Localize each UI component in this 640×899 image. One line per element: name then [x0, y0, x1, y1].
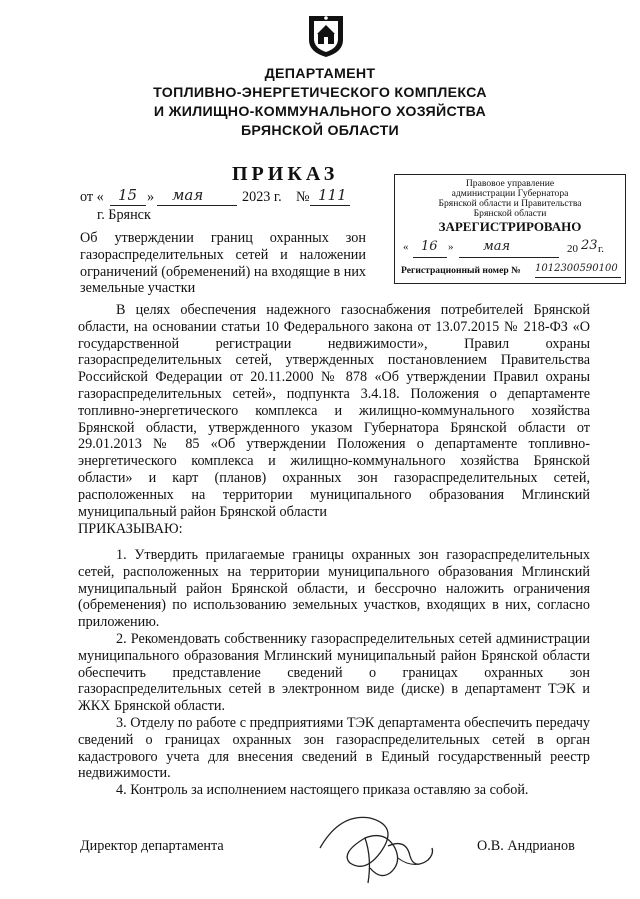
order-year: 2023 г. — [242, 189, 282, 205]
coat-of-arms-icon — [306, 12, 346, 58]
stamp-reg-label: Регистрационный номер № — [401, 265, 521, 276]
department-header-line-1: ДЕПАРТАМЕНТ — [264, 66, 376, 82]
order-day: 15 — [118, 186, 138, 204]
preamble-paragraph: В целях обеспечения надежного газоснабжения потребителей Брянской области, на основании статьи 10 Федерального закона от 13.07.2015 № 218-ФЗ «О государственной регистрации недвижимости», Правил охраны газораспределительных сетей, утвержденных постановлением Правительства Российской Федерации от 20.11.2000 № 878 «Об утверждении Правил охраны газораспределительных сетей», подпункта 3.4.18. Положения о департаменте топливно-энергетического комплекса и жилищно-коммунального хозяйства Брянской области, утвержденного указом Губернатора Брянской области от 29.01.2013 № 85 «Об утверждении Положения о департаменте топливно-энергетического комплекса и жилищно-коммунального хозяйства Брянской области» и карт (планов) охранных зон газораспределительных сетей, расположенных на территории муниципального образования Мглинский муниципальный район Брянской области — [78, 302, 590, 520]
order-item-3: 3. Отделу по работе с предприятиями ТЭК департамента обеспечить передачу сведений о границах охранных зон газораспределительных сетей в орган кадастрового учета для внесения сведений в Единый государственный реестр недвижимости. — [78, 715, 590, 782]
department-header-line-2: ТОПЛИВНО-ЭНЕРГЕТИЧЕСКОГО КОМПЛЕКСА — [153, 85, 487, 101]
order-item-4: 4. Контроль за исполнением настоящего приказа оставляю за собой. — [116, 782, 529, 798]
stamp-line-1: Правовое управление — [465, 178, 555, 189]
department-header-line-3: И ЖИЛИЩНО-КОММУНАЛЬНОГО ХОЗЯЙСТВА — [153, 104, 487, 120]
stamp-reg-underline — [535, 277, 621, 278]
stamp-line-3: Брянской области и Правительства — [438, 198, 582, 209]
department-header-line-4: БРЯНСКОЙ ОБЛАСТИ — [240, 123, 400, 139]
registration-stamp — [394, 174, 626, 284]
stamp-line-2: администрации Губернатора — [451, 188, 569, 199]
stamp-date-close-quote: » — [448, 241, 454, 253]
stamp-reg-number: 1012300590100 — [535, 263, 618, 274]
stamp-day: 16 — [421, 239, 438, 254]
stamp-date-open-quote: « — [403, 241, 409, 253]
date-close-quote: » — [147, 189, 155, 205]
order-month: мая — [172, 186, 204, 204]
stamp-month: мая — [483, 239, 511, 254]
date-prefix: от « — [80, 189, 104, 205]
handwritten-signature-icon — [310, 808, 440, 890]
stamp-day-underline — [413, 257, 447, 258]
order-number: 111 — [318, 186, 347, 204]
stamp-year: 23 — [581, 238, 598, 253]
day-underline — [110, 205, 146, 206]
order-subject: Об утверждении границ охранных зон газораспределительных сетей и наложении ограничений (обременений) на входящие в них земельные участки — [80, 230, 366, 297]
month-underline — [157, 205, 237, 206]
number-underline — [310, 205, 350, 206]
stamp-line-4: Брянской области — [473, 208, 547, 219]
order-number-label: № — [296, 189, 310, 205]
order-item-2: 2. Рекомендовать собственнику газораспределительных сетей администрации муниципального образования Мглинский муниципальный район Брянской области обеспечить представление сведений о границах охранных зон газораспределительных сетей в электронном виде (диске) в департамент ТЭК и ЖКХ Брянской области. — [78, 631, 590, 715]
order-word: ПРИКАЗЫВАЮ: — [78, 521, 183, 537]
order-item-1: 1. Утвердить прилагаемые границы охранных зон газораспределительных сетей, расположенных на территории муниципального образования Мглинский муниципальный район Брянской области, и бессрочно наложить ограничения (обременения) по использованию земельных участков, входящих в них, согласно приложению. — [78, 547, 590, 631]
stamp-registered: ЗАРЕГИСТРИРОВАНО — [438, 219, 582, 234]
stamp-year-prefix: 20 — [567, 243, 578, 255]
stamp-year-suffix: г. — [598, 243, 605, 255]
document-title: ПРИКАЗ — [232, 163, 339, 185]
stamp-month-underline — [459, 257, 559, 258]
signatory-name: О.В. Андрианов — [477, 838, 575, 854]
city: г. Брянск — [97, 207, 151, 223]
signatory-position: Директор департамента — [80, 838, 224, 854]
